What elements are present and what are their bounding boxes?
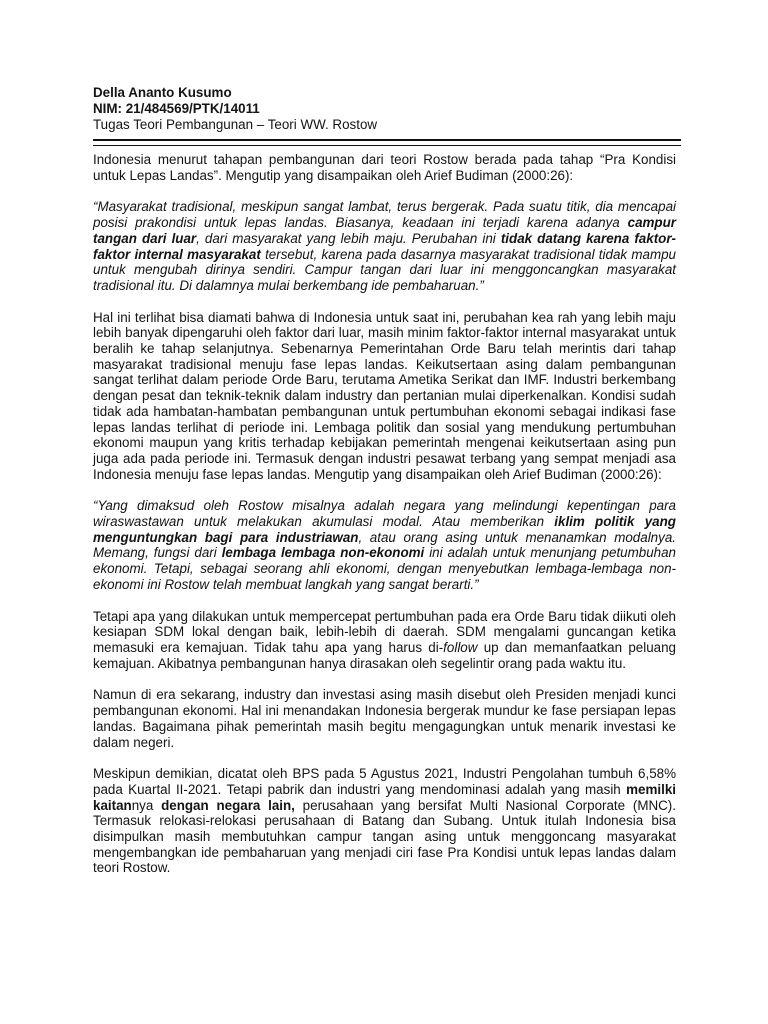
emphasis-bold: dengan negara lain, (161, 797, 295, 813)
quote-budiman-2 (93, 498, 676, 592)
text-run: Indonesia menurut tahapan pembangunan dari teori Rostow berada pada tahap “Pra Kondisi untuk Lepas Landas”. Mengutip yang disampaikan oleh Arief Budiman (2000:26): (93, 152, 676, 183)
text-run: Namun di era sekarang, industry dan investasi asing masih disebut oleh Presiden menjadi kunci pembangunan ekonomi. Hal ini menandakan Indonesia bergerak mundur ke fase persiapan lepas landas. Bagaimana pihak pemerintah masih begitu mengagungkan untuk menarik investasi ke dalam negeri. (93, 687, 676, 750)
paragraph-intro (93, 152, 676, 183)
text-run: up dan memanfaatkan peluang kemajuan. Akibatnya pembangunan hanya dirasakan oleh segelintir orang pada waktu itu. (93, 639, 676, 671)
text-run: tersebut, karena pada dasarnya masyarakat tradisional tidak mampu untuk mengubah dirinya sendiri. Campur tangan dari luar ini menggoncangkan masyarakat tradisional itu. Di dalamnya mulai berkembang ide pembaharuan.” (93, 246, 677, 293)
paragraph-orde-baru (93, 310, 676, 483)
document-body (93, 152, 676, 892)
emphasis-italic: follow (443, 639, 478, 655)
paragraph-bps (93, 766, 676, 876)
assignment-subtitle: Tugas Teori Pembangunan – Teori WW. Rostow (93, 117, 378, 132)
author-name: Della Ananto Kusumo (93, 85, 232, 100)
student-id: NIM: 21/484569/PTK/14011 (93, 101, 260, 116)
paragraph-sdm (93, 609, 676, 672)
text-run: “Yang dimaksud oleh Rostow misalnya adalah negara yang melindungi kepentingan para wiraswastawan untuk melakukan akumulasi modal. Atau memberikan (93, 498, 676, 530)
text-run: ini adalah untuk menunjang petumbuhan ekonomi. Tetapi, sebagai seorang ahli ekonomi, dengan menyebutkan lembaga-lembaga non-ekonomi ini Rostow telah membuat langkah yang sangat berarti.” (93, 545, 677, 592)
document-header (93, 85, 683, 133)
text-run: perusahaan yang bersifat Multi Nasional Corporate (MNC). Termasuk relokasi-relokasi perusahaan di Batang dan Subang. Untuk itulah Indonesia bisa disimpulkan masih membutuhkan campur tangan asing untuk menggoncang masyarakat mengembangkan ide pembaharuan yang menjadi ciri fase Pra Kondisi untuk lepas landas dalam teori Rostow. (93, 797, 676, 876)
text-run: Hal ini terlihat bisa diamati bahwa di Indonesia untuk saat ini, perubahan kea rah yang lebih maju lebih banyak dipengaruhi oleh faktor dari luar, masih minim faktor-faktor internal masyarakat untuk beralih ke tahap selanjutnya. Sebenarnya Pemerintahan Orde Baru telah merintis dari tahap masyarakat tradisional menuju fase lepas landas. Keikutsertaan asing dalam pembangunan sangat terlihat dalam periode Orde Baru, terutama Ametika Serikat dan IMF. Industri berkembang dengan pesat dan teknik-teknik dalam industry dan pertanian mulai diperkenalkan. Kondisi sudah tidak ada hambatan-hambatan pembangunan untuk pertumbuhan ekonomi sebagai indikasi fase lepas landas terlihat di periode ini. Lembaga politik dan sosial yang mendukung pertumbuhan ekonomi maupun yang kritis terhadap kebijakan pemerintah mengenai keikutsertaan asing pun juga ada pada periode ini. Termasuk dengan industri pesawat terbang yang sempat menjadi asa Indonesia menuju fase lepas landas. Mengutip yang disampaikan oleh Arief Budiman (2000:26): (93, 309, 676, 482)
emphasis-bold: campur tangan dari luar (93, 215, 676, 246)
header-divider-thick (93, 139, 681, 141)
paragraph-investasi (93, 687, 676, 750)
text-run: Tetapi apa yang dilakukan untuk mempercepat pertumbuhan pada era Orde Baru tidak diikuti oleh kesiapan SDM lokal dengan baik, lebih-lebih di daerah. SDM mengalami guncangan ketika memasuki era kemajuan. Tidak tahu apa yang harus di- (93, 608, 676, 655)
emphasis-bold: memilki kaitan (93, 781, 676, 813)
text-run: , dari masyarakat yang lebih maju. Perubahan ini (196, 230, 501, 246)
text-run: , atau orang asing untuk menanamkan modalnya. Memang, fungsi dari (93, 529, 676, 561)
header-divider-thin (93, 145, 681, 146)
emphasis-bold: tidak datang karena faktor-faktor internal masyarakat (93, 230, 677, 262)
emphasis-bold: iklim politik yang menguntungkan bagi para industriawan (93, 514, 676, 545)
text-run: Meskipun demikian, dicatat oleh BPS pada 5 Agustus 2021, Industri Pengolahan tumbuh 6,58% pada Kuartal II-2021. Tetapi pabrik dan industri yang mendominasi adalah yang masih (93, 766, 676, 797)
text-run: nya (131, 797, 162, 813)
text-run: “Masyarakat tradisional, meskipun sangat lambat, terus bergerak. Pada suatu titik, dia mencapai posisi prakondisi untuk lepas landas. Biasanya, keadaan ini terjadi karena adanya (93, 199, 676, 231)
emphasis-bold: lembaga lembaga non-ekonomi (221, 545, 425, 561)
quote-budiman-1 (93, 199, 676, 293)
